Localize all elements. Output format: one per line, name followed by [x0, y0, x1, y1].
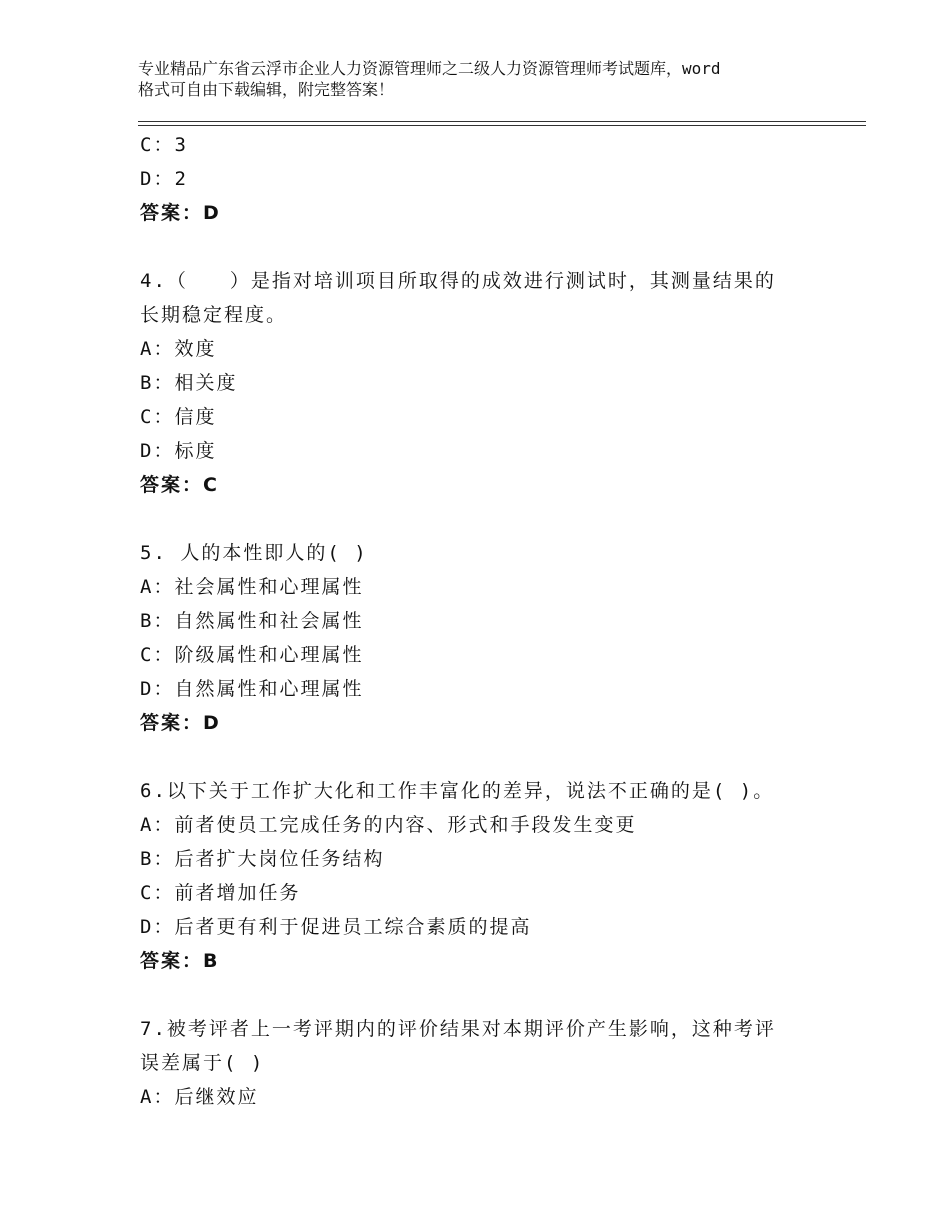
header-divider-top [138, 121, 866, 122]
question-7 [140, 1012, 840, 1114]
option-c: C：前者增加任务 [140, 882, 301, 904]
option-a: A：前者使员工完成任务的内容、形式和手段发生变更 [140, 814, 637, 836]
header-title-line2: 格式可自由下载编辑，附完整答案！ [138, 80, 395, 99]
spacer [140, 978, 840, 1012]
question-stem: 5. 人的本性即人的( ) [140, 542, 368, 564]
question-3 [140, 128, 840, 230]
question-5 [140, 536, 840, 740]
document-body [140, 128, 840, 1114]
answer: 答案：D [140, 202, 221, 224]
option-c: C：信度 [140, 406, 217, 428]
answer: 答案：B [140, 950, 220, 972]
answer: 答案：C [140, 474, 219, 496]
option-a: A：效度 [140, 338, 217, 360]
option-d: D：标度 [140, 440, 217, 462]
answer: 答案：D [140, 712, 221, 734]
header-divider-bottom [138, 125, 866, 126]
option-c: C：阶级属性和心理属性 [140, 644, 364, 666]
option-d: D：2 [140, 168, 188, 190]
option-b: B：后者扩大岗位任务结构 [140, 848, 385, 870]
question-6 [140, 774, 840, 978]
document-header [138, 58, 828, 100]
option-b: B：自然属性和社会属性 [140, 610, 364, 632]
option-d: D：后者更有利于促进员工综合素质的提高 [140, 916, 532, 938]
question-stem: 6.以下关于工作扩大化和工作丰富化的差异，说法不正确的是( )。 [140, 780, 775, 802]
question-4 [140, 264, 840, 502]
spacer [140, 502, 840, 536]
question-stem: 4.（ ）是指对培训项目所取得的成效进行测试时，其测量结果的 [140, 270, 776, 292]
option-a: A：社会属性和心理属性 [140, 576, 364, 598]
spacer [140, 740, 840, 774]
question-stem-continued: 长期稳定程度。 [140, 304, 288, 326]
option-c: C：3 [140, 134, 188, 156]
header-title-line1: 专业精品广东省云浮市企业人力资源管理师之二级人力资源管理师考试题库，word [138, 59, 721, 78]
spacer [140, 230, 840, 264]
option-d: D：自然属性和心理属性 [140, 678, 364, 700]
question-stem-continued: 误差属于( ) [140, 1052, 265, 1074]
question-stem: 7.被考评者上一考评期内的评价结果对本期评价产生影响，这种考评 [140, 1018, 776, 1040]
option-b: B：相关度 [140, 372, 238, 394]
option-a: A：后继效应 [140, 1086, 259, 1108]
